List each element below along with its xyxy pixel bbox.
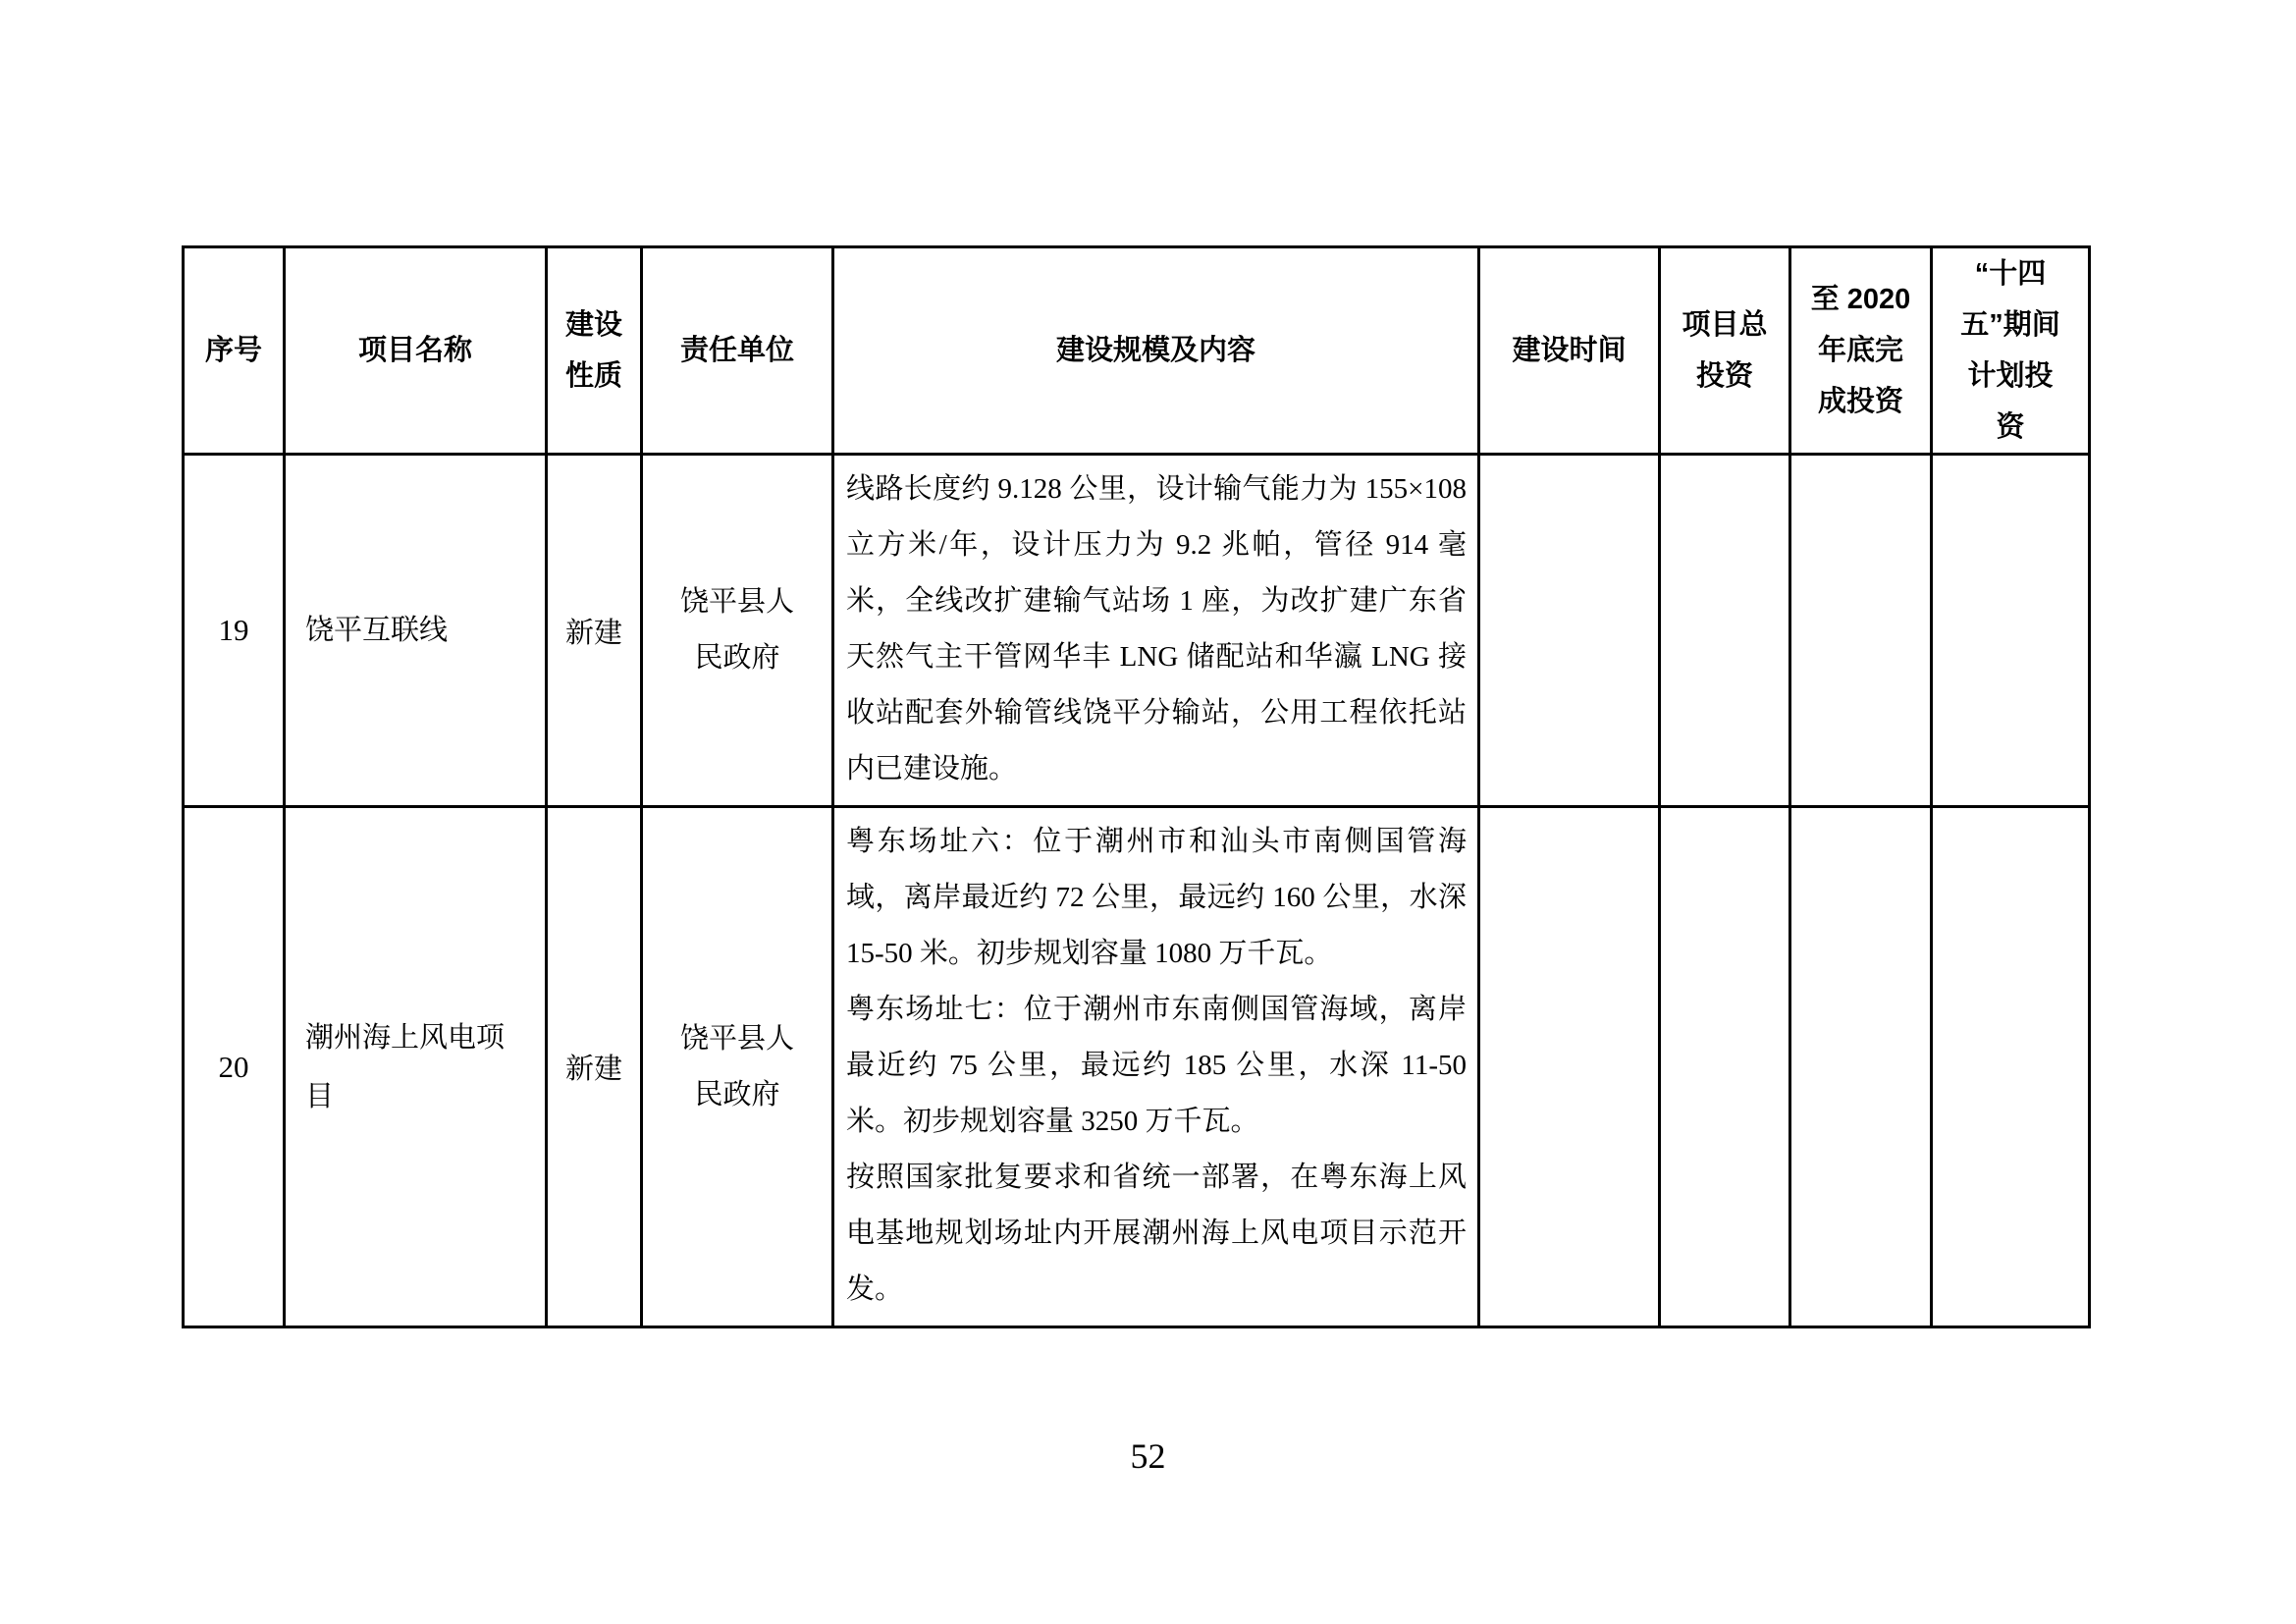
seq-cell: 19 [184, 455, 285, 807]
header-scale-content: 建设规模及内容 [833, 247, 1479, 455]
header-seq: 序号 [184, 247, 285, 455]
time-cell [1479, 455, 1660, 807]
page-number: 52 [1130, 1436, 1166, 1476]
plan-14-5-cell [1932, 807, 2090, 1327]
header-total-investment: 项目总投资 [1660, 247, 1790, 455]
content-paragraph: 粤东场址六：位于潮州市和汕头市南侧国管海域，离岸最近约 72 公里，最远约 160 公里，水深 15-50 米。初步规划容量 1080 万千瓦。 [846, 826, 1467, 969]
content-paragraph: 线路长度约 9.128 公里，设计输气能力为 155×108 立方米/年，设计压力为 9.2 兆帕，管径 914 毫米，全线改扩建输气站场 1 座，为改扩建广东省天然气主干管网华丰 LNG 储配站和华瀛 LNG 接收站配套外输管线饶平分输站，公用工程依托站内已建设施。 [846, 473, 1467, 785]
header-time: 建设时间 [1479, 247, 1660, 455]
project-row-20 [184, 807, 2090, 1327]
seq-cell: 20 [184, 807, 285, 1327]
projects-table [182, 245, 2091, 1328]
by-2020-cell [1790, 455, 1932, 807]
content-cell [833, 455, 1479, 807]
header-project-name: 项目名称 [285, 247, 547, 455]
nature-cell: 新建 [547, 807, 642, 1327]
header-by-2020: 至 2020 年底完成投资 [1790, 247, 1932, 455]
plan-14-5-cell [1932, 455, 2090, 807]
project-name-cell: 饶平互联线 [285, 455, 547, 807]
total-investment-cell [1660, 455, 1790, 807]
nature-cell: 新建 [547, 455, 642, 807]
time-cell [1479, 807, 1660, 1327]
total-investment-cell [1660, 807, 1790, 1327]
unit-cell: 饶平县人民政府 [642, 455, 833, 807]
project-row-19 [184, 455, 2090, 807]
by-2020-cell [1790, 807, 1932, 1327]
unit-cell: 饶平县人民政府 [642, 807, 833, 1327]
content-paragraph: 粤东场址七：位于潮州市东南侧国管海域，离岸最近约 75 公里，最远约 185 公里，水深 11-50 米。初步规划容量 3250 万千瓦。 [846, 994, 1467, 1137]
content-cell [833, 807, 1479, 1327]
table-header-row [184, 247, 2090, 455]
header-unit: 责任单位 [642, 247, 833, 455]
project-name-cell: 潮州海上风电项目 [285, 807, 547, 1327]
header-nature: 建设性质 [547, 247, 642, 455]
header-14-5-plan: “十四五”期间计划投资 [1932, 247, 2090, 455]
content-paragraph: 按照国家批复要求和省统一部署，在粤东海上风电基地规划场址内开展潮州海上风电项目示范开发。 [846, 1162, 1467, 1305]
